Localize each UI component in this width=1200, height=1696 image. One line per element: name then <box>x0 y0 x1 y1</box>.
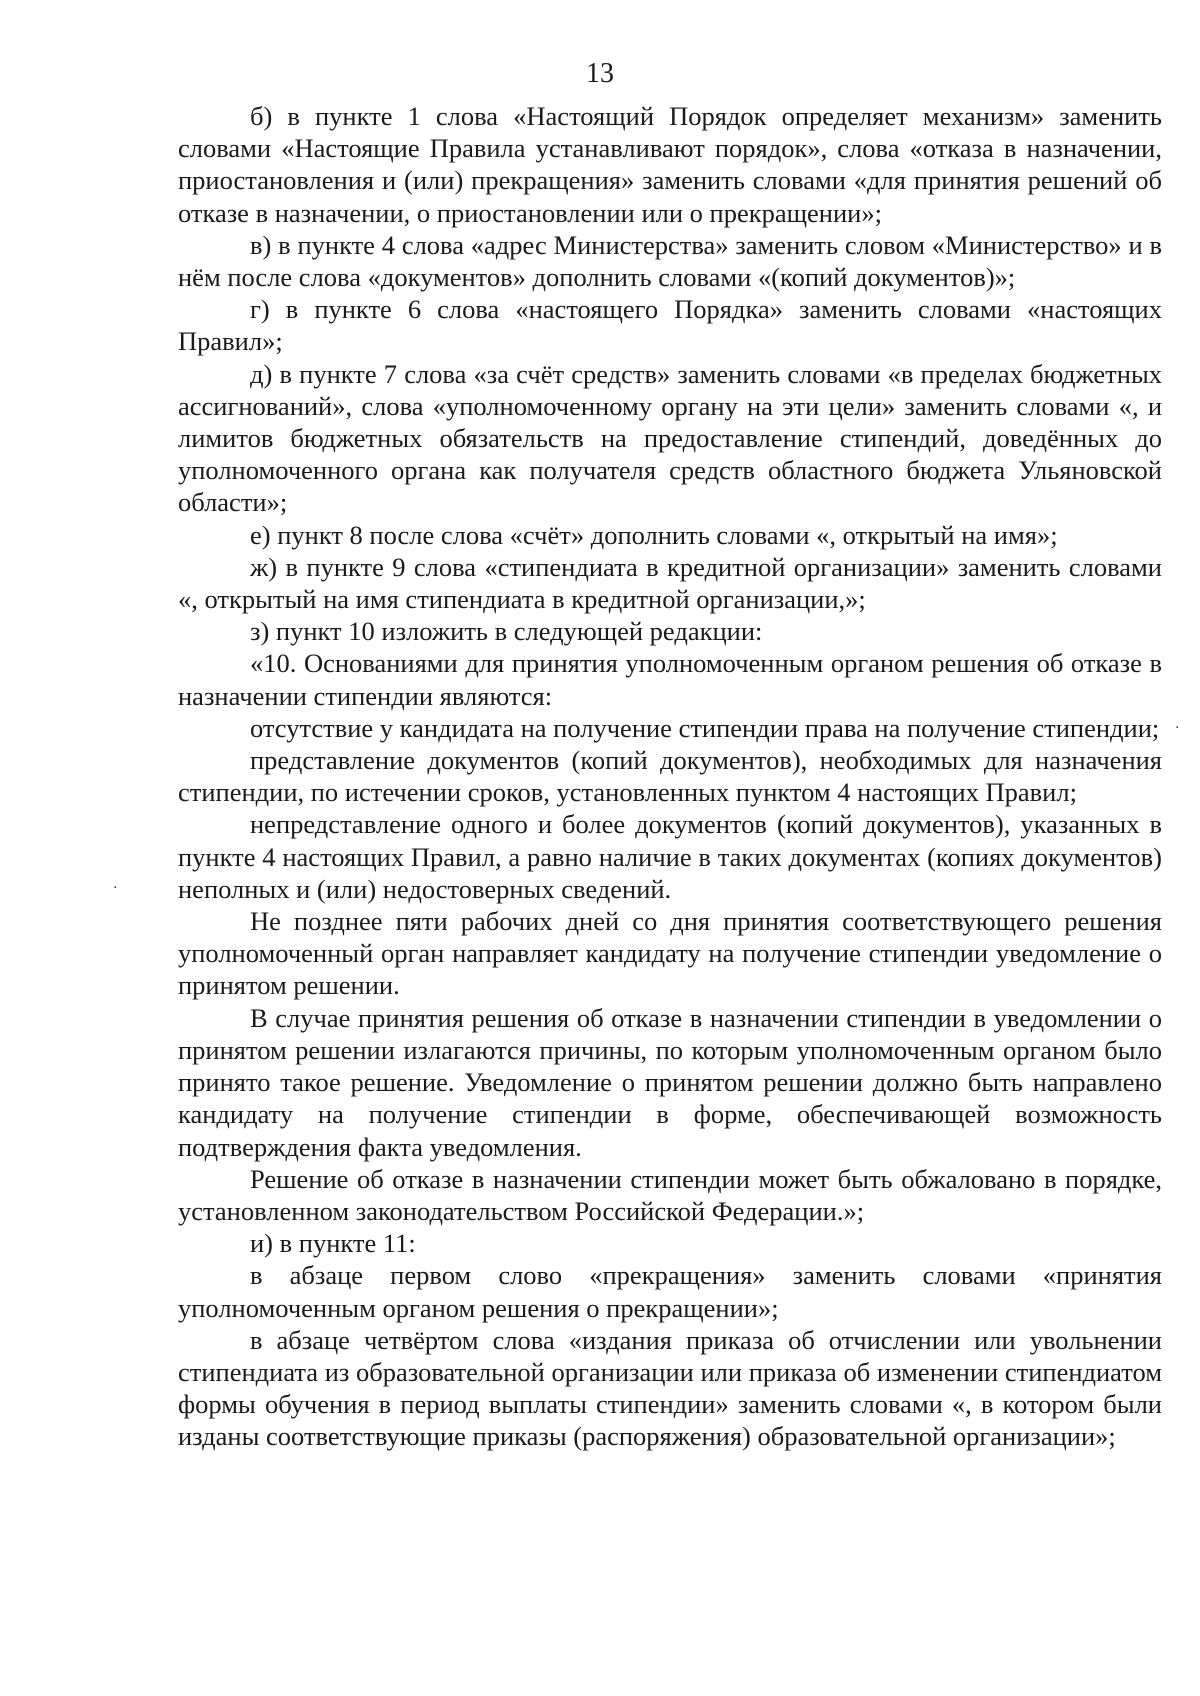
paragraph-zh: ж) в пункте 9 слова «стипендиата в кредитной организации» заменить словами «, открытый на имя стипендиата в кредитной организации,»; <box>178 551 1162 615</box>
page-number: 13 <box>586 58 614 89</box>
paragraph-d: д) в пункте 7 слова «за счёт средств» заменить словами «в пределах бюджетных ассигнований», слова «уполномоченному органу на эти цели» заменить словами «, и лимитов бюджетных обязательств на предоставление стипендий, доведённых до уполномоченного органа как получателя средств областного бюджета Ульяновской области»; <box>178 358 1162 518</box>
paragraph-e: е) пункт 8 после слова «счёт» дополнить словами «, открытый на имя»; <box>250 519 1058 550</box>
scan-dot-mark: · <box>113 880 118 896</box>
paragraph-notice-reasons: В случае принятия решения об отказе в назначении стипендии в уведомлении о принятом решении излагаются причины, по которым уполномоченным органом было принято такое решение. Уведомление о принятом решении должно быть направлено кандидату на получение стипендии в форме, обеспечивающей возможность подтверждения факта уведомления. <box>178 1002 1162 1162</box>
paragraph-i-fourth-abzac: в абзаце четвёртом слова «издания приказа об отчислении или увольнении стипендиата из образовательной организации или приказа об изменении стипендиатом формы обучения в период выплаты стипендии» заменить словами «, в котором были изданы соответствующие приказы (распоряжения) образовательной организации»; <box>178 1324 1162 1452</box>
paragraph-z: з) пункт 10 изложить в следующей редакции: <box>250 616 763 647</box>
paragraph-ground-1: отсутствие у кандидата на получение стипендии права на получение стипендии; <box>250 712 1160 743</box>
paragraph-appeal: Решение об отказе в назначении стипендии может быть обжаловано в порядке, установленном законодательством Российской Федерации.»; <box>178 1163 1162 1226</box>
paragraph-i: и) в пункте 11: <box>250 1228 416 1259</box>
paragraph-v: в) в пункте 4 слова «адрес Министерства» заменить словом «Министерство» и в нём после слова «документов» дополнить словами «(копий документов)»; <box>178 229 1162 293</box>
paragraph-point-10: «10. Основаниями для принятия уполномоченным органом решения об отказе в назначении стипендии являются: <box>178 648 1162 711</box>
scan-dot-mark: · <box>1175 720 1180 736</box>
paragraph-g: г) в пункте 6 слова «настоящего Порядка» заменить словами «настоящих Правил»; <box>178 294 1162 357</box>
paragraph-ground-2: представление документов (копий документов), необходимых для назначения стипендии, по истечении сроков, установленных пунктом 4 настоящих Правил; <box>178 745 1162 808</box>
paragraph-i-first-abzac: в абзаце первом слово «прекращения» заменить словами «принятия уполномоченным органом решения о прекращении»; <box>178 1260 1162 1323</box>
paragraph-b: б) в пункте 1 слова «Настоящий Порядок определяет механизм» заменить словами «Настоящие Правила устанавливают порядок», слова «отказа в назначении, приостановления и (или) прекращения» заменить словами «для принятия решений об отказе в назначении, о приостановлении или о прекращении»; <box>178 101 1162 228</box>
document-body <box>178 100 1162 1453</box>
paragraph-ground-3: непредставление одного и более документов (копий документов), указанных в пункте 4 настоящих Правил, а равно наличие в таких документах (копиях документов) неполных и (или) недостоверных сведений. <box>178 809 1162 904</box>
paragraph-notice-deadline: Не позднее пяти рабочих дней со дня принятия соответствующего решения уполномоченный орган направляет кандидату на получение стипендии уведомление о принятом решении. <box>178 906 1162 1001</box>
